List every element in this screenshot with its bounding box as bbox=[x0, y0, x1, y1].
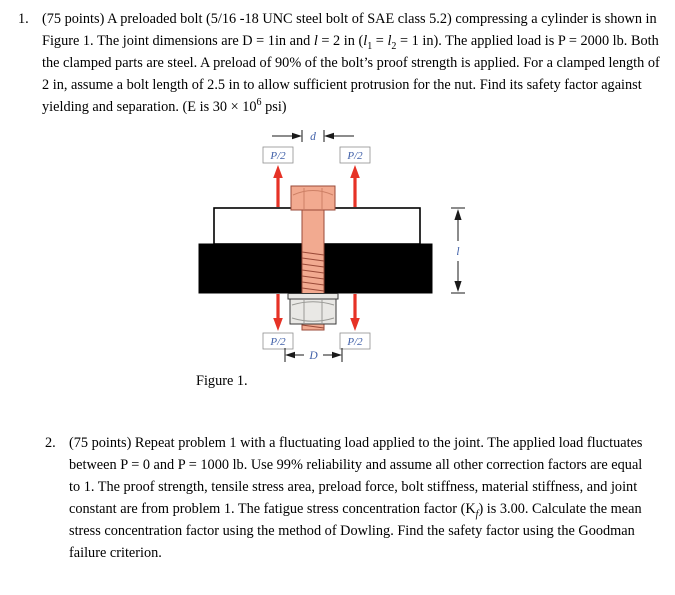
problem-2 bbox=[45, 432, 661, 564]
up-arrow-icon bbox=[273, 165, 283, 178]
load-bottom-right bbox=[340, 294, 370, 349]
down-arrow-icon bbox=[273, 318, 283, 331]
bolted-joint-diagram bbox=[198, 128, 490, 368]
label-l: l bbox=[456, 246, 460, 258]
problem-2-text: (75 points) Repeat problem 1 with a fluctuating load applied to the joint. The applied load fluctuates between P = 0 and P = 1000 lb. Use 99% reliability and assume all other correction factors are equal to 1. The proof strength, tensile stress area, preload force, bolt stiffness, material stiffness, and joint constant are from problem 1. The fatigue stress concentration factor $(K_f)$ is 3.00. Calculate the mean stress concentration factor using the method of Dowling. Find the safety factor using the Goodman failure criterion. bbox=[69, 435, 643, 561]
load-label-bottom-left: P/2 bbox=[270, 336, 286, 348]
figure-1-caption: Figure 1. bbox=[196, 373, 248, 389]
down-arrow-icon bbox=[350, 318, 360, 331]
label-d: d bbox=[310, 131, 316, 143]
load-top-right bbox=[340, 147, 370, 207]
load-label-bottom-right: P/2 bbox=[347, 336, 363, 348]
load-top-left bbox=[263, 147, 293, 207]
up-arrow-icon bbox=[350, 165, 360, 178]
figure-1 bbox=[198, 128, 490, 368]
dimension-d bbox=[272, 130, 354, 143]
dimension-D bbox=[285, 348, 342, 362]
load-label-top-left: P/2 bbox=[270, 150, 286, 162]
bolt-head bbox=[291, 186, 335, 210]
problem-1-text: (75 points) A preloaded bolt (5/16 -18 UNC steel bolt of SAE class 5.2) compressing a cylinder is shown in Figure 1. The joint dimensions are D = 1in and l = 2 in ($l_1 = l_2 = 1$ in). The applied load is P = 2000 lb. Both the clamped parts are steel. A preload of 90% of the bolt’s proof strength is applied. For a clamped length of 2 in, assume a bolt length of 2.5 in to allow sufficient protrusion for the nut. Find its safety factor against yielding and separation. (E is $30 \times 10^6$ psi) bbox=[42, 11, 660, 115]
problem-2-number: 2. bbox=[45, 435, 56, 451]
nut bbox=[290, 299, 336, 324]
load-bottom-left bbox=[263, 294, 293, 349]
load-label-top-right: P/2 bbox=[347, 150, 363, 162]
problem-1 bbox=[18, 8, 661, 118]
dimension-l bbox=[451, 208, 465, 293]
problem-1-number: 1. bbox=[18, 11, 29, 27]
washer bbox=[288, 294, 338, 300]
label-D: D bbox=[309, 350, 318, 362]
